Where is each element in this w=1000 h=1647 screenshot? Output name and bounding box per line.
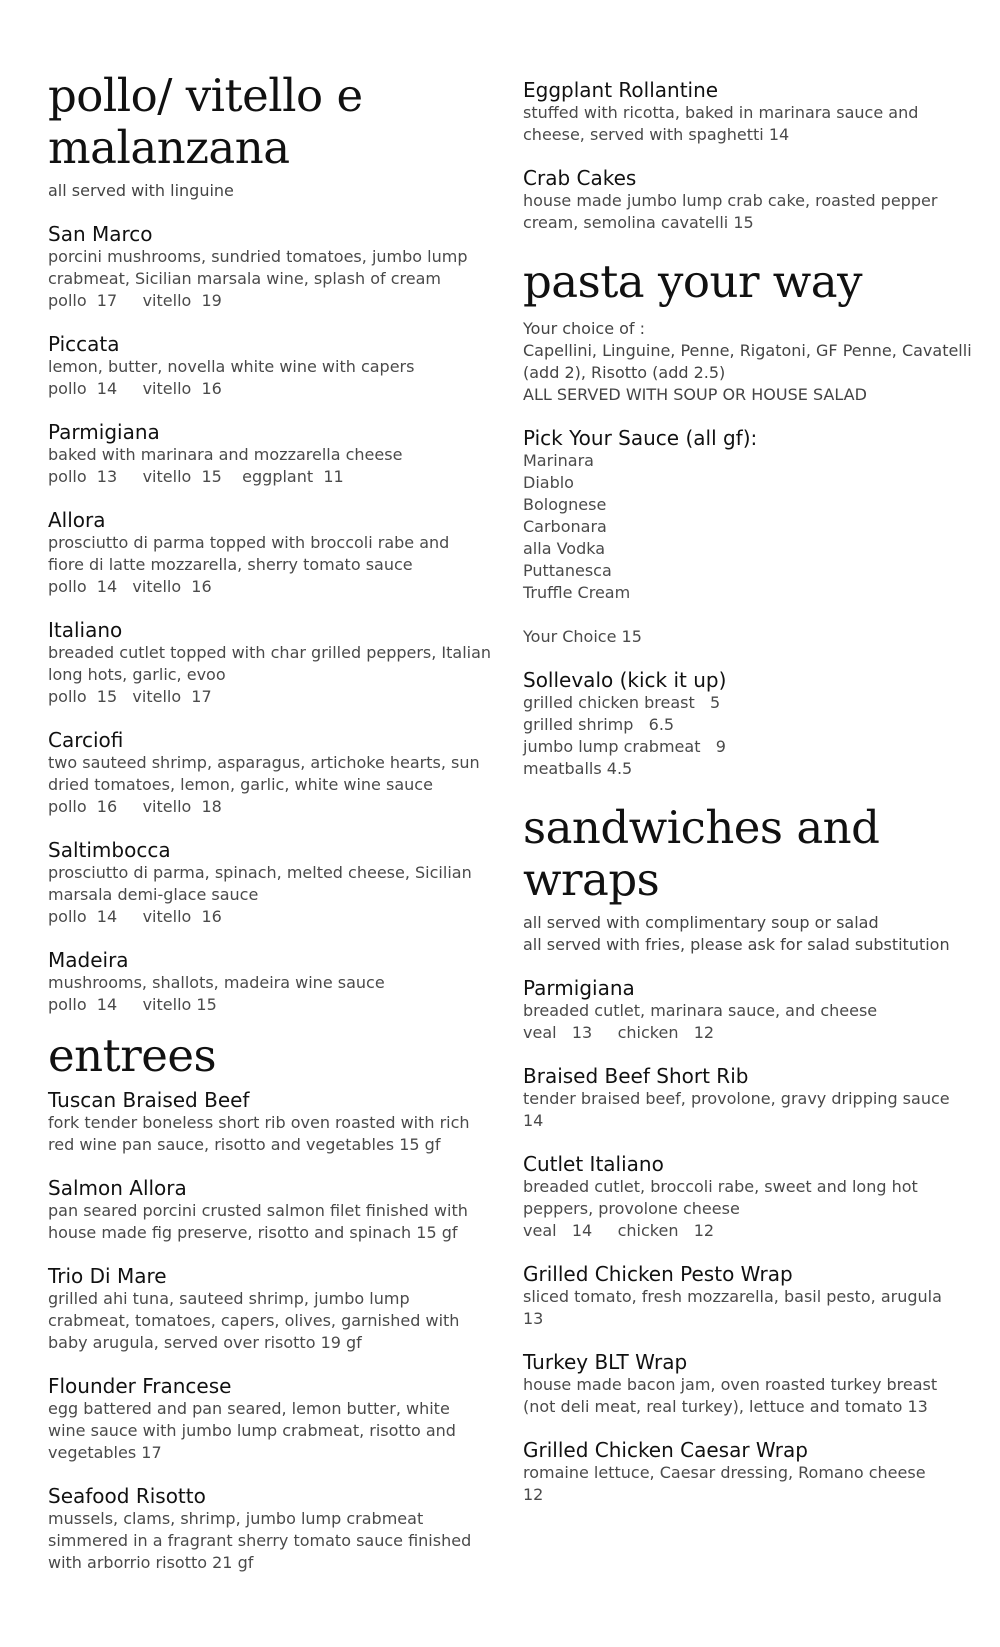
desc-line: long hots, garlic, evoo (48, 665, 226, 684)
desc-line: porcini mushrooms, sundried tomatoes, jumbo lump (48, 247, 468, 266)
desc-line: breaded cutlet, marinara sauce, and cheese (523, 1001, 878, 1020)
desc-line: breaded cutlet topped with char grilled peppers, Italian (48, 643, 492, 662)
item-name: Cutlet Italiano (523, 1152, 664, 1176)
item-name: Allora (48, 508, 106, 532)
item-description (48, 1398, 488, 1464)
note-line: all served with linguine (48, 181, 234, 200)
section-title-line: malanzana (48, 121, 290, 174)
addon-item: grilled shrimp 6.5 (523, 715, 675, 734)
desc-line: crabmeat, Sicilian marsala wine, splash of cream (48, 269, 441, 288)
item-description (523, 1000, 963, 1022)
menu-item-braised-beef-short-rib (523, 1064, 963, 1132)
addons-heading: Sollevalo (kick it up) (523, 668, 727, 692)
item-name: Trio Di Mare (48, 1264, 167, 1288)
desc-line: cream, semolina cavatelli 15 (523, 213, 754, 232)
addon-item: meatballs 4.5 (523, 759, 633, 778)
menu-item-saltimbocca (48, 838, 488, 928)
entrees-section (48, 1030, 488, 1574)
desc-line: fiore di latte mozzarella, sherry tomato sauce (48, 555, 413, 574)
item-description (523, 190, 963, 234)
item-name: Carciofi (48, 728, 124, 752)
item-name: Braised Beef Short Rib (523, 1064, 749, 1088)
menu-item-piccata (48, 332, 488, 400)
desc-line: red wine pan sauce, risotto and vegetables 15 gf (48, 1135, 441, 1154)
item-name: Crab Cakes (523, 166, 637, 190)
menu-item-madeira (48, 948, 488, 1016)
intro-line: Capellini, Linguine, Penne, Rigatoni, GF Penne, Cavatelli (523, 341, 972, 360)
continued-items (523, 78, 963, 234)
section-note (48, 180, 488, 202)
menu-item-salmon-allora (48, 1176, 488, 1244)
item-name: Italiano (48, 618, 123, 642)
desc-line: with arborrio risotto 21 gf (48, 1553, 254, 1572)
addon-item: jumbo lump crabmeat 9 (523, 737, 726, 756)
item-description (523, 102, 963, 146)
desc-line: house made jumbo lump crab cake, roasted pepper (523, 191, 938, 210)
item-name: Grilled Chicken Caesar Wrap (523, 1438, 808, 1462)
desc-line: marsala demi-glace sauce (48, 885, 259, 904)
desc-line: sliced tomato, fresh mozzarella, basil pesto, arugula (523, 1287, 942, 1306)
note-line: all served with complimentary soup or salad (523, 913, 879, 932)
menu-item-san-marco (48, 222, 488, 312)
desc-line: vegetables 17 (48, 1443, 162, 1462)
item-description (48, 246, 488, 290)
item-name: Piccata (48, 332, 120, 356)
desc-line: two sauteed shrimp, asparagus, artichoke hearts, sun (48, 753, 480, 772)
item-name: San Marco (48, 222, 153, 246)
desc-line: peppers, provolone cheese (523, 1199, 740, 1218)
item-name: Grilled Chicken Pesto Wrap (523, 1262, 793, 1286)
pasta-intro (523, 318, 972, 406)
desc-line: prosciutto di parma topped with broccoli rabe and (48, 533, 450, 552)
menu-item-seafood-risotto (48, 1484, 488, 1574)
desc-line: dried tomatoes, lemon, garlic, white wine sauce (48, 775, 433, 794)
desc-line: lemon, butter, novella white wine with capers (48, 357, 415, 376)
sauce-item: Bolognese (523, 495, 607, 514)
item-description (523, 1286, 963, 1330)
desc-line: mussels, clams, shrimp, jumbo lump crabmeat (48, 1509, 424, 1528)
desc-line: (not deli meat, real turkey), lettuce and tomato 13 (523, 1397, 928, 1416)
menu-item-turkey-blt-wrap (523, 1350, 963, 1418)
item-description (48, 862, 488, 906)
section-note (523, 912, 963, 956)
item-name: Flounder Francese (48, 1374, 232, 1398)
menu-item-carciofi (48, 728, 488, 818)
desc-line: house made fig preserve, risotto and spinach 15 gf (48, 1223, 458, 1242)
item-price: veal 13 chicken 12 (523, 1023, 715, 1042)
menu-item-grilled-chicken-pesto-wrap (523, 1262, 963, 1330)
item-name: Saltimbocca (48, 838, 171, 862)
menu-item-italiano (48, 618, 492, 708)
item-name: Parmigiana (523, 976, 635, 1000)
menu-item-tuscan-braised-beef (48, 1088, 488, 1156)
item-description (48, 642, 492, 686)
item-price: pollo 17 vitello 19 (48, 291, 222, 310)
desc-line: stuffed with ricotta, baked in marinara sauce and (523, 103, 919, 122)
right-column (523, 78, 972, 1506)
note-line: all served with fries, please ask for salad substitution (523, 935, 950, 954)
item-price: veal 14 chicken 12 (523, 1221, 715, 1240)
item-name: Salmon Allora (48, 1176, 187, 1200)
desc-line: baked with marinara and mozzarella cheese (48, 445, 403, 464)
menu-item-trio-di-mare (48, 1264, 488, 1354)
desc-line: cheese, served with spaghetti 14 (523, 125, 790, 144)
item-name: Eggplant Rollantine (523, 78, 719, 102)
item-description (48, 1112, 488, 1156)
section-title (48, 70, 488, 174)
menu-item-parmigiana (48, 420, 488, 488)
sauce-item: Puttanesca (523, 561, 612, 580)
addon-item: grilled chicken breast 5 (523, 693, 721, 712)
item-price: pollo 16 vitello 18 (48, 797, 222, 816)
section-title (523, 802, 963, 906)
desc-line: grilled ahi tuna, sauteed shrimp, jumbo lump (48, 1289, 410, 1308)
item-price: pollo 14 vitello 15 (48, 995, 217, 1014)
desc-line: wine sauce with jumbo lump crabmeat, risotto and (48, 1421, 456, 1440)
desc-line: baby arugula, served over risotto 19 gf (48, 1333, 362, 1352)
desc-line: mushrooms, shallots, madeira wine sauce (48, 973, 385, 992)
desc-line: house made bacon jam, oven roasted turkey breast (523, 1375, 938, 1394)
desc-line: 13 (523, 1309, 544, 1328)
desc-line: 14 (523, 1111, 544, 1130)
item-name: Turkey BLT Wrap (523, 1350, 688, 1374)
menu-item-cutlet-italiano (523, 1152, 963, 1242)
item-price: pollo 14 vitello 16 (48, 379, 222, 398)
section-title-line: pollo/ vitello e (48, 69, 363, 122)
sauce-list (523, 450, 963, 604)
desc-line: breaded cutlet, broccoli rabe, sweet and long hot (523, 1177, 918, 1196)
menu-item-flounder-francese (48, 1374, 488, 1464)
desc-line: simmered in a fragrant sherry tomato sauce finished (48, 1531, 472, 1550)
menu-item-sandwich-parmigiana (523, 976, 963, 1044)
item-description (48, 1508, 488, 1574)
addons-list (523, 692, 963, 780)
item-description (48, 444, 488, 466)
item-price: pollo 15 vitello 17 (48, 687, 212, 706)
sauce-item: Diablo (523, 473, 574, 492)
pollo-vitello-section (48, 69, 492, 1016)
item-price: pollo 14 vitello 16 (48, 577, 212, 596)
sauce-item: Marinara (523, 451, 594, 470)
section-title: pasta your way (523, 255, 863, 308)
menu-item-allora (48, 508, 488, 598)
intro-line: ALL SERVED WITH SOUP OR HOUSE SALAD (523, 385, 867, 404)
item-name: Tuscan Braised Beef (48, 1088, 250, 1112)
item-description (48, 752, 488, 796)
sandwiches-section (523, 802, 963, 1506)
section-title-line: sandwiches and (523, 801, 880, 854)
your-choice-price: Your Choice 15 (523, 627, 642, 646)
item-name: Seafood Risotto (48, 1484, 206, 1508)
desc-line: 12 (523, 1485, 544, 1504)
menu-item-crab-cakes (523, 166, 963, 234)
sauce-item: Carbonara (523, 517, 607, 536)
item-description (523, 1176, 963, 1220)
item-description (48, 356, 488, 378)
pasta-section (523, 255, 972, 780)
section-title: entrees (48, 1029, 217, 1082)
desc-line: prosciutto di parma, spinach, melted cheese, Sicilian (48, 863, 472, 882)
sauce-heading: Pick Your Sauce (all gf): (523, 426, 758, 450)
desc-line: egg battered and pan seared, lemon butter, white (48, 1399, 450, 1418)
sauce-item: Truffle Cream (523, 583, 631, 602)
desc-line: tender braised beef, provolone, gravy dripping sauce (523, 1089, 950, 1108)
sauce-item: alla Vodka (523, 539, 606, 558)
left-column (48, 69, 492, 1574)
item-description (48, 972, 488, 994)
desc-line: crabmeat, tomatoes, capers, olives, garnished with (48, 1311, 460, 1330)
item-description (523, 1088, 963, 1132)
section-title-line: wraps (523, 853, 660, 906)
item-description (48, 532, 488, 576)
desc-line: pan seared porcini crusted salmon filet finished with (48, 1201, 468, 1220)
desc-line: fork tender boneless short rib oven roasted with rich (48, 1113, 470, 1132)
item-description (48, 1200, 488, 1244)
item-description (523, 1374, 963, 1418)
item-name: Madeira (48, 948, 129, 972)
item-description (48, 1288, 488, 1354)
menu-item-grilled-chicken-caesar-wrap (523, 1438, 963, 1506)
item-description (523, 1462, 963, 1506)
desc-line: romaine lettuce, Caesar dressing, Romano cheese (523, 1463, 926, 1482)
menu-item-eggplant-rollantine (523, 78, 963, 146)
item-name: Parmigiana (48, 420, 160, 444)
intro-line: (add 2), Risotto (add 2.5) (523, 363, 726, 382)
item-price: pollo 13 vitello 15 eggplant 11 (48, 467, 344, 486)
intro-line: Your choice of : (523, 319, 646, 338)
item-price: pollo 14 vitello 16 (48, 907, 222, 926)
